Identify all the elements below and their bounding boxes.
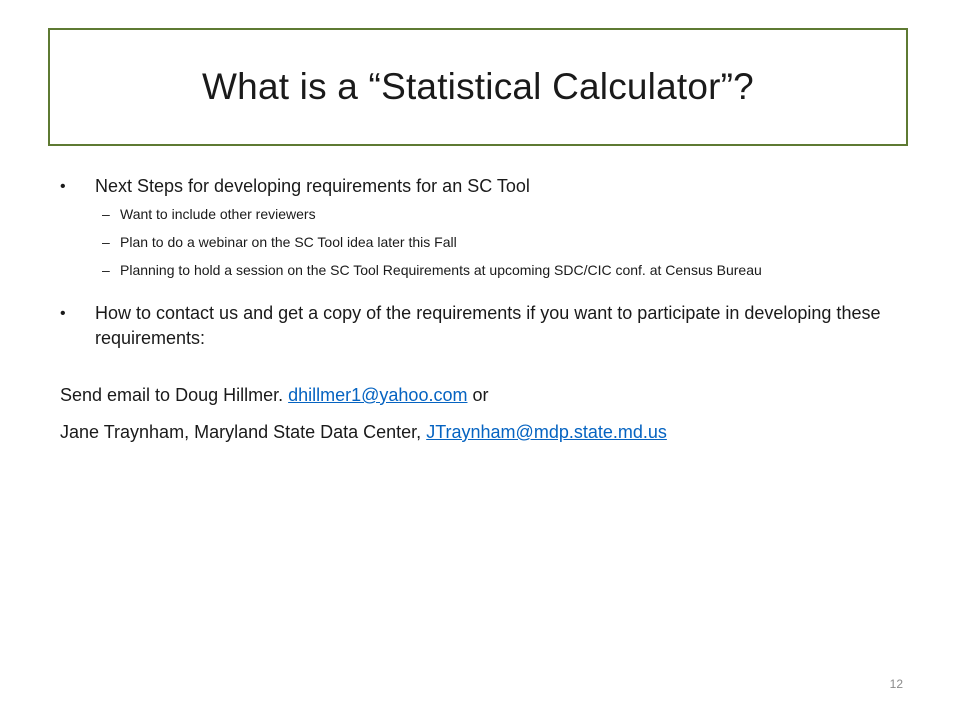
dash-marker: – <box>102 234 110 250</box>
page-number: 12 <box>889 677 903 691</box>
sub-bullet-text: Plan to do a webinar on the SC Tool idea later this Fall <box>120 234 457 250</box>
sub-bullet-text: Planning to hold a session on the SC Tool Requirements at upcoming SDC/CIC conf. at Census Bureau <box>120 262 762 278</box>
bullet-marker: • <box>60 178 66 195</box>
dash-marker: – <box>102 206 110 222</box>
slide-title: What is a “Statistical Calculator”? <box>202 66 754 107</box>
sub-bullet-reviewers <box>60 205 920 223</box>
slide-content <box>60 174 920 445</box>
contact-prefix: Send email to Doug Hillmer. <box>60 385 289 405</box>
contact-line-doug <box>60 383 920 408</box>
sub-bullet-text: Want to include other reviewers <box>120 206 316 222</box>
bullet-contact <box>60 301 920 351</box>
bullet-text: Next Steps for developing requirements for an SC Tool <box>95 176 530 196</box>
bullet-next-steps <box>60 174 920 199</box>
sub-bullet-list <box>60 205 920 279</box>
contact-prefix: Jane Traynham, Maryland State Data Center, <box>60 422 427 442</box>
sub-bullet-session <box>60 261 920 279</box>
title-box <box>48 28 908 146</box>
contact-suffix: or <box>467 385 489 405</box>
email-link-doug[interactable]: dhillmer1@yahoo.com <box>288 385 468 405</box>
email-link-jane[interactable]: JTraynham@mdp.state.md.us <box>426 422 667 442</box>
bullet-text: How to contact us and get a copy of the requirements if you want to participate in developing these requirements: <box>95 303 881 348</box>
bullet-marker: • <box>60 305 66 322</box>
contact-line-jane <box>60 420 920 445</box>
dash-marker: – <box>102 262 110 278</box>
sub-bullet-webinar <box>60 233 920 251</box>
